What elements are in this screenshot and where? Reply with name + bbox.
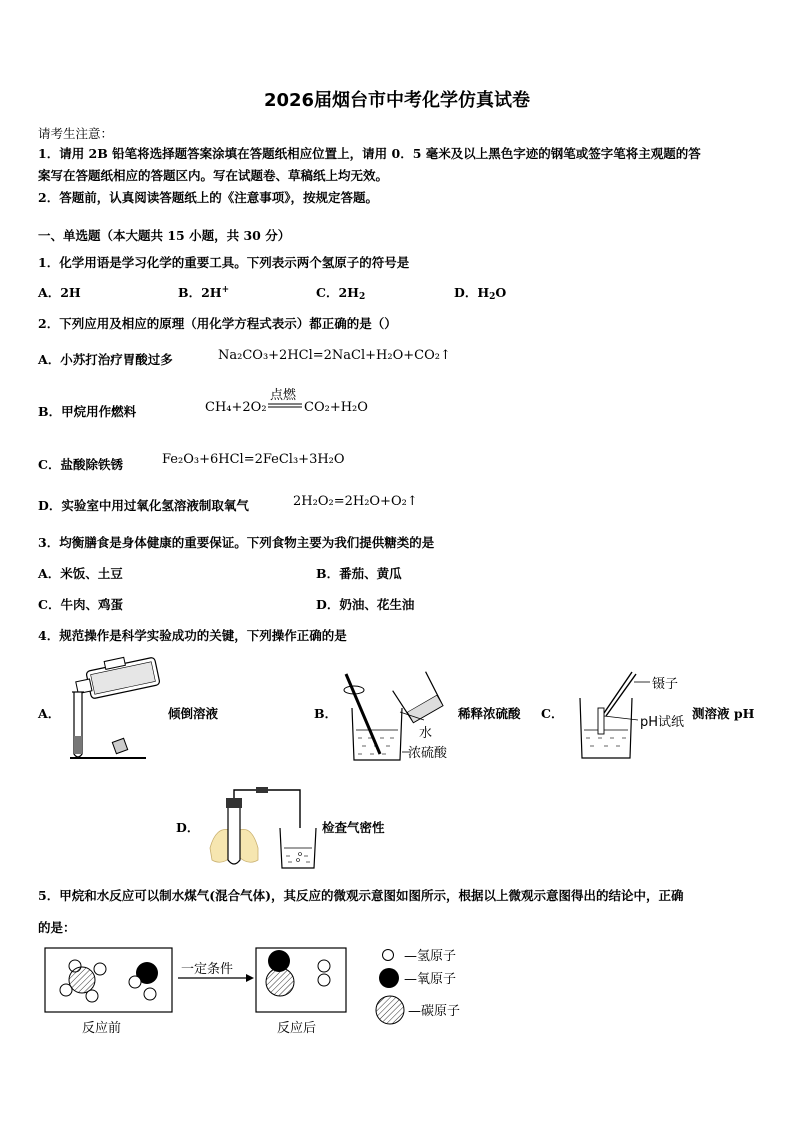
q3-option-b: B．番茄、黄瓜: [316, 566, 402, 581]
q2-option-d-label: D．实验室中用过氧化氢溶液制取氧气: [38, 498, 249, 513]
legend-hydrogen: —氢原子: [404, 949, 457, 964]
q4-option-a-letter: A．: [38, 706, 61, 721]
q1-option-d: D．$H_2O$: [454, 285, 507, 302]
notice-line-2: 2．答题前，认真阅读答题纸上的《注意事项》，按规定答题。: [38, 190, 378, 205]
q4-option-b-text: 稀释浓硫酸: [458, 706, 521, 721]
q5-before-label: 反应前: [82, 1021, 122, 1036]
q5-after-label: 反应后: [277, 1021, 317, 1036]
q5-stem-line-1: 5．甲烷和水反应可以制水煤气(混合气体)，其反应的微观示意图如图所示，根据以上微观示意图得出的结论中，正确: [38, 888, 684, 903]
q2-option-a-equation: Na₂CO₃+2HCl=2NaCl+H₂O+CO₂↑: [218, 348, 451, 363]
q1-option-a: A．2H: [38, 285, 81, 300]
q2-option-c-equation: Fe₂O₃+6HCl=2FeCl₃+3H₂O: [162, 452, 345, 467]
q4-option-d-letter: D．: [176, 820, 200, 835]
q4-option-d-text: 检查气密性: [322, 820, 385, 835]
q1-option-c: C．$2H_2$: [316, 285, 366, 302]
q5-arrow-condition: 一定条件: [181, 962, 234, 977]
q1-stem: 1．化学用语是学习化学的重要工具。下列表示两个氢原子的符号是: [38, 255, 410, 270]
q4-water-label: 水: [419, 726, 433, 741]
airtightness-check-diagram: [208, 782, 318, 874]
q2-stem: 2．下列应用及相应的原理（用化学方程式表示）都正确的是（）: [38, 316, 397, 331]
q2-option-b-eq-left: CH₄+2O₂: [205, 400, 267, 415]
section-heading: 一、单选题（本大题共 15 小题，共 30 分）: [38, 228, 291, 243]
page-title: 2026届烟台市中考化学仿真试卷: [263, 90, 531, 111]
q2-option-b-label: B．甲烷用作燃料: [38, 404, 137, 419]
q4-stem: 4．规范操作是科学实验成功的关键，下列操作正确的是: [38, 628, 347, 643]
q4-tweezers-label: 镊子: [652, 677, 679, 692]
pouring-solution-diagram: [68, 656, 163, 764]
dilute-sulfuric-acid-diagram: [340, 668, 465, 768]
q3-stem: 3．均衡膳食是身体健康的重要保证。下列食物主要为我们提供糖类的是: [38, 535, 435, 550]
legend-carbon: —碳原子: [408, 1004, 461, 1019]
q1-option-b: B．2H+: [178, 285, 230, 300]
q2-option-b-condition: 点燃: [270, 388, 297, 403]
notice-line-1b: 案写在答题纸相应的答题区内。写在试题卷、草稿纸上均无效。: [38, 168, 389, 183]
legend-oxygen: —氧原子: [404, 972, 457, 987]
q2-option-b-eq-right: CO₂+H₂O: [304, 400, 368, 415]
q3-option-a: A．米饭、土豆: [38, 566, 123, 581]
q4-option-c-letter: C．: [541, 706, 564, 721]
reaction-micro-diagram: [40, 940, 480, 1040]
q4-option-c-text: 测溶液 pH: [692, 706, 755, 721]
q2-option-b-double-line: [268, 402, 304, 410]
q3-option-d: D．奶油、花生油: [316, 597, 415, 612]
q2-option-d-equation: 2H₂O₂=2H₂O+O₂↑: [293, 494, 418, 509]
q4-option-a-text: 倾倒溶液: [168, 706, 219, 721]
q4-option-b-letter: B．: [314, 706, 338, 721]
q2-option-c-label: C．盐酸除铁锈: [38, 457, 123, 472]
notice-heading: 请考生注意：: [38, 126, 114, 141]
q4-acid-label: 浓硫酸: [408, 746, 448, 761]
notice-line-1a: 1．请用 2B 铅笔将选择题答案涂填在答题纸相应位置上，请用 0．5 毫米及以上黑色字迹的钢笔或签字笔将主观题的答: [38, 146, 701, 161]
q4-ph-paper-label: pH试纸: [640, 715, 685, 730]
q3-option-c: C．牛肉、鸡蛋: [38, 597, 123, 612]
q5-stem-line-2: 的是：: [38, 920, 76, 935]
q2-option-a-label: A．小苏打治疗胃酸过多: [38, 352, 173, 367]
measure-ph-diagram: [570, 668, 695, 768]
